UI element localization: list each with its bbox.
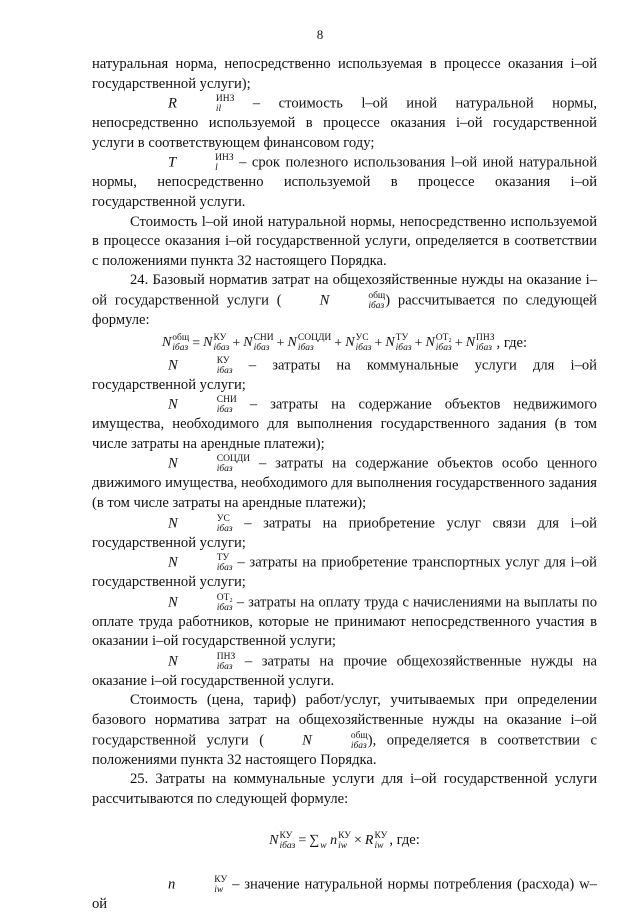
math-symbol [130,652,235,672]
plus-sign: + [454,335,463,351]
symbol-base: N [465,335,476,351]
equals-sign: = [298,833,307,849]
math-symbol [425,333,451,353]
symbol-subscript: iбаз [216,661,233,672]
definition-text: – затраты на содержание объектов недвижимого имущества, необходимого для выполнения государственного задания (в том числе затраты на арендные платежи); [92,396,597,452]
symbol-superscript: ПНЗ [216,651,236,662]
symbol-superscript: ОТ₂ [216,592,233,603]
symbol-scripts [436,333,452,353]
math-symbol [345,333,371,353]
paragraph [92,213,597,272]
paragraph-text: 24. Базовый норматив затрат на общехозяйственные нужды на оказание i–ой государственной услуги ( [92,272,597,309]
symbol-superscript: СОЦДИ [297,333,332,344]
symbol-subscript: iw [374,841,384,852]
symbol-superscript: ИНЗ [215,153,234,164]
definition-text: – затраты на приобретение услуг связи для i–ой государственной услуги; [92,514,597,551]
definition-item [92,94,597,153]
plus-sign: + [374,335,383,351]
symbol-scripts [254,333,274,353]
symbol-base: n [168,876,176,893]
definition-text: – значение натуральной нормы потребления (расхода) w–ой [92,876,597,913]
plus-sign: + [334,335,343,351]
symbol-scripts [179,356,233,376]
symbol-scripts [213,333,229,353]
symbol-scripts [179,593,233,613]
symbol-superscript: УС [216,513,230,524]
symbol-subscript: iбаз [216,464,233,475]
symbol-scripts [177,153,233,173]
sum-symbol: ∑ [309,833,320,849]
symbol-base: N [269,833,279,849]
math-symbol [243,333,273,353]
symbol-scripts [313,731,368,751]
symbol-subscript: iбаз [476,343,492,354]
symbol-base: n [330,833,338,849]
symbol-scripts [298,333,331,353]
symbol-subscript: iw [214,885,224,896]
symbol-subscript: iбаз [172,343,189,354]
symbol-superscript: ИНЗ [215,94,235,105]
math-symbol [130,356,233,376]
symbol-base: N [385,335,395,351]
definition-item [92,875,597,915]
definition-item [92,454,597,513]
plus-sign: + [276,335,285,351]
definition-item [92,153,597,212]
math-symbol [365,831,387,851]
math-symbol [130,454,250,474]
symbol-superscript: КУ [374,831,388,842]
symbol-superscript: СОЦДИ [216,454,251,465]
symbol-superscript: общ [350,730,368,741]
definition-text: – затраты на коммунальные услуги для i–ой государственной услуги; [92,356,597,393]
definition-text: – стоимость l–ой иной натуральной нормы, непосредственно используемой в процессе оказания i–ой государственной услуги в соответствующем финансовом году; [92,95,597,151]
math-symbol [130,514,233,534]
symbol-scripts [179,454,250,474]
definition-text: – затраты на содержание объектов особо ценного движимого имущества, необходимого для выполнения государственного задания (в том числе затраты на арендные платежи); [92,455,597,511]
math-symbol [269,831,295,851]
symbol-scripts [396,333,412,353]
symbol-superscript: ОТ₂ [435,333,452,344]
symbol-subscript: iбаз [368,300,385,311]
symbol-scripts [374,831,387,851]
definition-text: – затраты на приобретение транспортных услуг для i–ой государственной услуги; [92,554,597,591]
symbol-base: N [168,554,178,571]
symbol-subscript: il [215,104,222,115]
paragraph-text: 25. Затраты на коммунальные услуги для i–ой государственной услуги рассчитываются по следующей формуле: [92,771,597,807]
math-symbol [385,333,411,353]
symbol-scripts [280,831,296,851]
document-body [92,55,597,915]
symbol-superscript: общ [368,290,386,301]
symbol-scripts [179,553,233,573]
symbol-subscript: iбаз [297,343,314,354]
sum-superscript [320,831,326,841]
plus-sign: + [414,335,423,351]
math-symbol [288,333,332,353]
symbol-scripts [179,514,233,534]
symbol-superscript: ТУ [216,553,230,564]
paragraph-text: Стоимость (цена, тариф) работ/услуг, учитываемых при определении базового норматива затрат на общехозяйственные нужды на оказание i–ой государственной услуги ( [92,692,597,748]
symbol-base: N [161,335,172,351]
symbol-scripts [356,333,372,353]
symbol-base: N [302,732,312,748]
symbol-base: R [364,833,374,849]
symbol-base: N [203,335,213,351]
symbol-subscript: iбаз [216,602,233,613]
symbol-base: N [168,455,178,472]
symbol-base: N [345,335,355,351]
paragraph [92,770,597,809]
definition-text: – срок полезного использования l–ой иной натуральной нормы, непосредственно используемой в процессе оказания i–ой государственной услуги. [92,154,597,210]
symbol-subscript: iбаз [435,343,452,354]
paragraph-text: Стоимость l–ой иной натуральной нормы, непосредственно используемой в процессе оказания i–ой государственной услуги, определяется в соответствии с положениями пункта 32 настоящего Порядка. [92,213,597,269]
definition-item [92,652,597,692]
symbol-superscript: СНИ [216,395,237,406]
symbol-subscript: iw [338,841,348,852]
symbol-scripts [338,831,351,851]
symbol-base: N [243,335,253,351]
math-symbol [330,831,351,851]
formula-tail: , где: [496,334,528,351]
symbol-base: N [168,356,178,373]
equals-sign: = [192,335,201,351]
definition-item [92,593,597,652]
symbol-subscript: iбаз [216,365,233,376]
symbol-superscript: КУ [216,355,230,366]
symbol-base: N [425,335,435,351]
symbol-superscript: КУ [214,875,228,886]
symbol-base: N [287,335,297,351]
symbol-superscript: КУ [338,831,351,842]
symbol-scripts [476,333,494,353]
symbol-superscript: СНИ [253,333,274,344]
symbol-superscript: УС [355,333,369,344]
definition-text: – затраты на прочие общехозяйственные нужды на оказание i–ой государственной услуги. [92,653,597,689]
sum-scripts [320,831,326,851]
symbol-scripts [179,395,237,415]
math-symbol [203,333,229,353]
symbol-superscript: КУ [279,831,293,842]
symbol-scripts [330,291,385,311]
symbol-base: N [168,396,178,413]
symbol-scripts [178,94,234,114]
symbol-subscript: iбаз [355,343,372,354]
symbol-base: R [168,95,177,112]
symbol-subscript: iбаз [216,405,233,416]
page-number: 8 [316,27,324,42]
symbol-superscript: общ [172,333,190,344]
symbol-subscript: iбаз [279,841,296,852]
formula [92,331,597,356]
paragraph: натуральная норма, непосредственно используемая в процессе оказания i–ой государственной услуги); [92,56,597,92]
plus-sign: + [232,335,241,351]
math-symbol [130,94,234,114]
math-symbol [130,553,233,573]
symbol-scripts [176,875,227,895]
paragraph-text: ) рассчитывается по следующей формуле: [92,292,597,328]
symbol-superscript: ПНЗ [476,333,495,344]
symbol-base: N [168,653,178,670]
paragraph [92,691,597,770]
formula [92,828,597,853]
math-symbol [162,333,189,353]
symbol-subscript: l [215,163,218,174]
definition-item [92,395,597,454]
math-symbol [130,395,237,415]
symbol-scripts [172,333,189,353]
symbol-superscript: ТУ [395,333,409,344]
definition-item [92,553,597,593]
symbol-base: N [168,514,178,531]
symbol-superscript: КУ [213,333,227,344]
symbol-base: N [168,594,178,611]
symbol-base: N [319,292,330,309]
definition-item [92,356,597,396]
symbol-base: T [168,154,177,171]
sum-subscript: w [320,841,327,852]
symbol-subscript: iбаз [216,563,233,574]
definition-item [92,514,597,554]
symbol-subscript: iбаз [395,343,412,354]
symbol-subscript: iбаз [216,523,233,534]
symbol-subscript: iбаз [253,343,270,354]
symbol-scripts [179,652,235,672]
sum-sign [309,831,326,851]
symbol-subscript: iбаз [213,343,230,354]
symbol-subscript: iбаз [350,740,367,751]
math-symbol [264,731,368,751]
paragraph-text: ), определяется в соответствии с положениями пункта 32 настоящего Порядка. [92,732,597,768]
math-symbol [130,593,233,613]
formula-tail: , где: [389,832,420,849]
paragraph [92,271,597,330]
math-symbol [130,153,234,173]
math-symbol [466,333,495,353]
math-symbol [130,875,227,895]
definition-text: – затраты на оплату труда с начислениями на выплаты по оплате труда работников, которые не принимают непосредственного участия в оказании i–ой государственной услуги; [92,594,597,650]
math-symbol [282,291,386,311]
times-sign: × [353,833,362,849]
